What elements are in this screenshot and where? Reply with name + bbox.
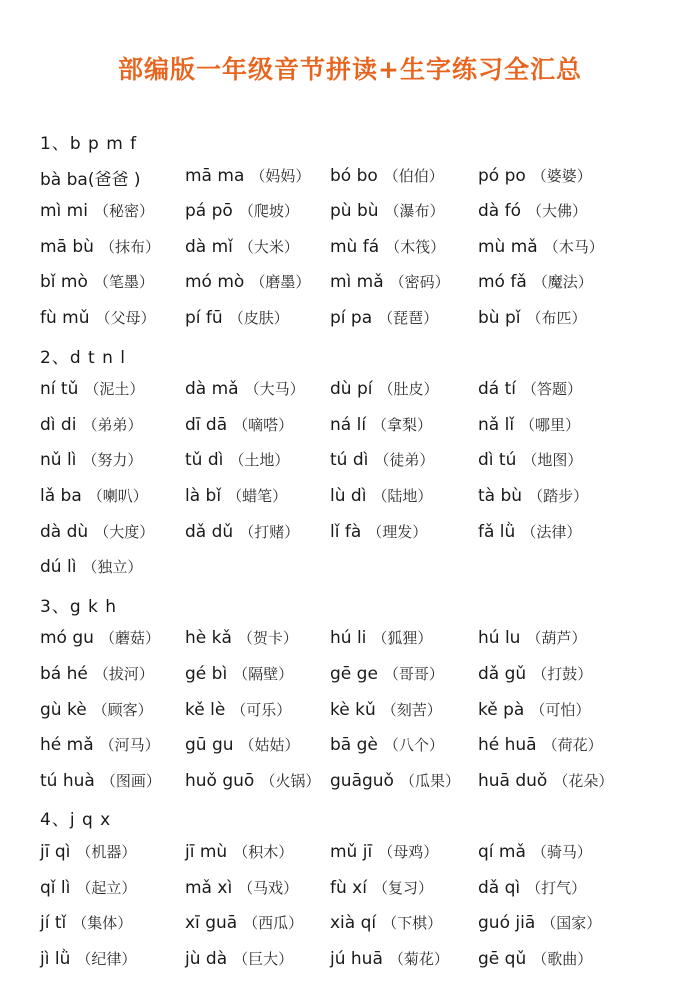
section-heading: 4、j q x [40,810,112,831]
pinyin: qí mǎ [478,842,526,862]
pinyin: tú dì [330,450,369,471]
word-row [0,734,700,764]
chinese-word: （努力） [82,451,143,470]
word-entry [478,734,603,755]
page-title: 部编版一年级音节拼读+生字练习全汇总 [118,55,582,84]
pinyin: fǎ lǜ [478,521,516,542]
chinese-word: （妈妈） [250,166,311,185]
pinyin: bǐ mò [40,272,88,293]
word-entry [40,307,156,328]
chinese-word: （魔法） [532,273,593,292]
pinyin: gē ge [330,664,378,684]
pinyin: dà mǐ [185,236,233,257]
word-entry [40,841,136,862]
chinese-word: （踏步） [528,487,589,505]
word-entry [40,877,136,898]
word-entry [330,307,438,328]
chinese-word: （伯伯） [383,166,444,185]
chinese-word: （纪律） [76,949,137,968]
word-row [0,414,700,444]
chinese-word: （歌曲） [532,949,593,968]
pinyin: hú lu [478,628,521,649]
word-row [0,699,700,729]
word-entry [185,734,300,755]
pinyin: tǔ dì [185,450,224,471]
pinyin: fù mǔ [40,308,90,328]
chinese-word: （复习） [372,878,433,897]
word-entry [185,449,289,470]
pinyin: nǔ lì [40,450,77,471]
pinyin: tú huà [40,770,95,791]
word-entry [40,414,142,435]
pinyin: mó mò [185,272,245,293]
chinese-word: （泥土） [84,380,145,399]
pinyin: bā gè [330,735,378,756]
chinese-word: （婆婆） [531,166,592,185]
pinyin: xià qí [330,913,377,934]
word-entry [330,485,432,506]
word-entry [478,307,587,328]
pinyin: jú huā [330,948,383,969]
word-entry [40,200,154,221]
pinyin: huā duǒ [478,770,548,791]
pinyin: dì di [40,414,77,435]
pinyin: kě lè [185,699,226,720]
pinyin: dá tí [478,379,517,400]
word-entry [185,271,310,292]
chinese-word: （西瓜） [243,914,304,933]
pinyin: mì mi [40,201,88,222]
word-entry [478,165,592,186]
chinese-word: （土地） [229,451,290,470]
word-entry [330,948,449,969]
chinese-word: （菊花） [388,949,449,968]
word-row [0,271,700,301]
chinese-word: （八个） [383,736,444,755]
word-entry [478,948,592,969]
pinyin: pí fū [185,308,223,328]
word-entry [330,734,444,755]
chinese-word: （机器） [76,843,137,861]
word-entry [478,877,586,898]
chinese-word: （答题） [522,380,583,399]
chinese-word: （密码） [389,273,450,292]
pinyin: hè kǎ [185,628,232,649]
pinyin: mǎ xì [185,877,233,898]
word-entry [40,271,154,292]
chinese-word: （徒弟） [374,451,435,470]
chinese-word: （隔壁） [233,665,294,683]
chinese-word: （哪里） [520,415,581,434]
word-entry [330,841,438,862]
pinyin: mā ma [185,165,245,186]
pinyin: dù pí [330,379,373,400]
word-entry [185,236,299,257]
pinyin: lǎ ba [40,486,82,506]
chinese-word: （马戏） [238,878,299,897]
chinese-word: （琵琶） [378,309,439,327]
pinyin: bù pǐ [478,308,521,328]
pinyin: dǎ qì [478,877,521,898]
word-entry [185,165,310,186]
word-entry [185,699,291,720]
pinyin: dǎ dǔ [185,521,234,542]
chinese-word: （巨大） [233,949,294,968]
pinyin: pó po [478,165,526,186]
chinese-word: （刻苦） [381,700,442,719]
pinyin: ná lí [330,414,367,435]
pinyin: dǎ gǔ [478,664,527,684]
pinyin: dà mǎ [185,379,239,400]
word-entry [330,877,433,898]
section-heading: 2、d t n l [40,347,126,368]
word-entry [478,663,592,684]
chinese-word: （嘀嗒） [233,415,294,434]
chinese-word: （葫芦） [526,629,587,648]
pinyin: jī qì [40,842,71,862]
chinese-word: （河马） [99,736,160,755]
word-entry [40,521,154,542]
pinyin: tà bù [478,486,523,506]
pinyin: xī guā [185,913,238,934]
chinese-word: （理发） [367,522,428,541]
pinyin: bà ba(爸爸 ) [40,169,141,190]
pinyin: huǒ guō [185,770,255,791]
pinyin: mā bù [40,236,94,257]
pinyin: hú li [330,628,367,649]
word-row [0,485,700,515]
chinese-word: （木筏） [385,237,446,256]
pinyin: gū gu [185,735,234,756]
chinese-word: （姑姑） [239,736,300,755]
word-entry [40,378,144,399]
chinese-word: （爬坡） [238,202,299,221]
chinese-word: （法律） [521,522,582,541]
word-row [0,948,700,978]
pinyin: pá pō [185,201,233,222]
word-entry [478,271,593,292]
word-entry [478,414,580,435]
chinese-word: （瓜果） [399,771,460,790]
word-entry [330,699,442,720]
pinyin: hé mǎ [40,735,94,756]
pinyin: jī mù [185,842,228,862]
word-entry [330,912,442,933]
word-row [0,877,700,907]
chinese-word: （弟弟） [82,415,143,434]
pinyin: bá hé [40,664,88,684]
word-row [0,378,700,408]
word-entry [330,521,427,542]
word-entry [40,663,154,684]
word-entry [478,770,613,791]
word-entry [478,521,581,542]
word-row [0,521,700,551]
pinyin: jì lǜ [40,948,71,969]
pinyin: fù xí [330,877,367,898]
pinyin: dú lì [40,557,77,578]
word-row [0,841,700,871]
word-entry [185,627,298,648]
word-entry [330,271,450,292]
pinyin: dì tú [478,450,517,471]
word-entry [185,485,287,506]
chinese-word: （骑马） [531,843,592,861]
pinyin: gé bì [185,664,228,684]
word-entry [478,699,590,720]
chinese-word: （喇叭） [87,487,148,505]
word-entry [185,378,305,399]
chinese-word: （磨墨） [250,273,311,292]
pinyin: pí pa [330,308,373,328]
chinese-word: （打赌） [239,522,300,541]
chinese-word: （父母） [95,309,156,327]
chinese-word: （下棋） [382,914,443,933]
pinyin: nǎ lǐ [478,414,515,435]
chinese-word: （蜡笔） [227,487,288,505]
word-entry [40,948,136,969]
chinese-word: （贺卡） [237,629,298,648]
word-row [0,663,700,693]
pinyin: kè kǔ [330,699,376,720]
chinese-word: （肚皮） [378,380,439,399]
pinyin: dī dā [185,414,228,435]
word-entry [330,627,432,648]
pinyin: hé huā [478,735,537,756]
chinese-word: （母鸡） [378,843,439,861]
chinese-word: （积木） [233,843,294,861]
word-entry [478,449,582,470]
pinyin: guāguǒ [330,770,394,791]
word-entry [185,663,293,684]
chinese-word: （可怕） [530,700,591,719]
word-entry [330,200,445,221]
pinyin: mǔ jī [330,842,373,862]
chinese-word: （大佛） [527,202,588,221]
pinyin: gù kè [40,699,87,720]
section-heading: 3、g k h [40,596,118,617]
word-entry [185,770,320,791]
word-entry [185,912,303,933]
word-entry [185,948,293,969]
word-entry [330,770,460,791]
word-row [0,200,700,230]
chinese-word: （抹布） [99,237,160,256]
section-heading: 1、b p m f [40,134,138,154]
pinyin: lǐ fà [330,521,362,542]
word-row [0,770,700,800]
chinese-word: （起立） [76,878,137,897]
word-entry [185,877,298,898]
word-entry [330,378,439,399]
word-entry [40,912,132,933]
chinese-word: （大度） [94,522,155,541]
word-entry [478,485,588,506]
word-row [0,449,700,479]
chinese-word: （集体） [72,914,133,933]
chinese-word: （狐狸） [372,629,433,648]
word-row [0,627,700,657]
chinese-word: （独立） [82,558,143,577]
word-entry [185,307,289,328]
chinese-word: （花朵） [553,771,614,790]
word-row [0,236,700,266]
chinese-word: （荷花） [542,736,603,755]
pinyin: mì mǎ [330,272,384,293]
word-entry [478,627,586,648]
word-entry [40,485,148,506]
pinyin: là bǐ [185,486,222,506]
word-entry [40,627,160,648]
chinese-word: （木马） [543,237,604,256]
chinese-word: （图画） [100,771,161,790]
word-entry [185,414,293,435]
pinyin: kě pà [478,699,525,720]
word-row [0,307,700,337]
word-entry [40,699,153,720]
word-entry [40,770,161,791]
pinyin: dà fó [478,201,521,222]
chinese-word: （打鼓） [532,665,593,683]
word-entry [185,841,293,862]
pinyin: guó jiā [478,913,536,934]
chinese-word: （大马） [244,380,305,399]
pinyin: mù mǎ [478,236,538,257]
chinese-word: （国家） [541,914,602,933]
word-entry [40,449,142,470]
word-row [0,165,700,195]
pinyin: mó fǎ [478,272,527,293]
chinese-word: （大米） [238,237,299,256]
pinyin: lù dì [330,486,367,506]
pinyin: bó bo [330,165,378,186]
word-entry [330,414,432,435]
word-entry [478,236,604,257]
chinese-word: （拔河） [93,665,154,683]
chinese-word: （顾客） [92,700,153,719]
pinyin: mó gu [40,628,94,649]
pinyin: dà dù [40,521,89,542]
word-entry [185,200,299,221]
chinese-word: （瀑布） [384,202,445,221]
word-row [0,556,700,586]
chinese-word: （打气） [526,878,587,897]
pinyin: pù bù [330,201,379,222]
pinyin: gē qǔ [478,948,527,969]
pinyin: jù dà [185,948,228,969]
word-entry [40,556,142,577]
word-entry [330,236,445,257]
word-row [0,912,700,942]
pinyin: qǐ lì [40,877,71,898]
word-entry [40,165,141,190]
word-entry [185,521,299,542]
word-entry [330,449,434,470]
chinese-word: （哥哥） [383,665,444,683]
chinese-word: （可乐） [231,700,292,719]
pinyin: mù fá [330,236,380,257]
chinese-word: （蘑菇） [99,629,160,648]
chinese-word: （布匹） [526,309,587,327]
chinese-word: （秘密） [93,202,154,221]
word-entry [478,378,582,399]
word-entry [478,200,587,221]
pinyin: jí tǐ [40,913,67,934]
chinese-word: （地图） [522,451,583,470]
chinese-word: （拿梨） [372,415,433,434]
word-entry [40,236,160,257]
word-entry [330,165,444,186]
pinyin: ní tǔ [40,379,79,400]
chinese-word: （陆地） [372,487,433,505]
word-entry [40,734,160,755]
word-entry [330,663,444,684]
word-entry [478,841,592,862]
word-entry [478,912,601,933]
chinese-word: （皮肤） [228,309,289,327]
chinese-word: （笔墨） [93,273,154,292]
chinese-word: （火锅） [260,771,321,790]
